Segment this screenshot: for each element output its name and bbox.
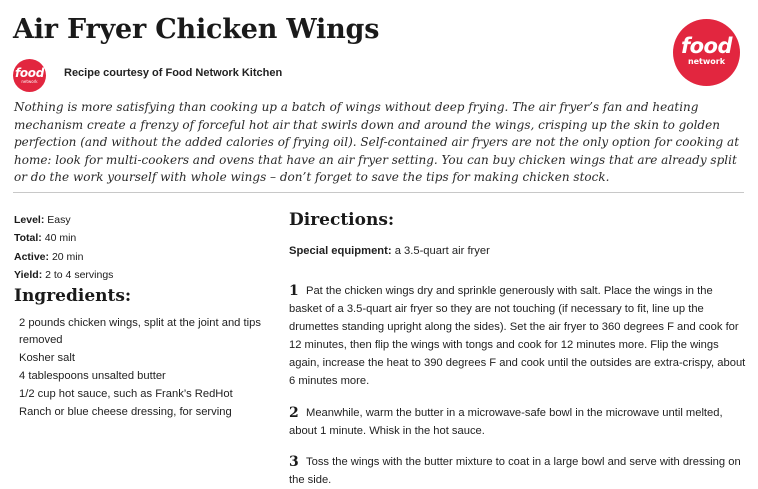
- direction-step: [289, 404, 747, 440]
- logo-small-subword: network: [21, 79, 38, 84]
- step-text: Meanwhile, warm the butter in a microwave-safe bowl in the microwave until melted, about 1 minute. Whisk in the hot sauce.: [289, 406, 723, 437]
- step-number: 2: [289, 404, 299, 421]
- step-number: 1: [289, 283, 299, 299]
- logo-subword: network: [687, 57, 726, 66]
- ingredient-item: Kosher salt: [19, 352, 75, 365]
- equipment-value: a 3.5-quart air fryer: [394, 245, 490, 257]
- recipe-courtesy: Recipe courtesy of Food Network Kitchen: [64, 67, 283, 79]
- fact-level: [14, 211, 113, 229]
- fact-total: [14, 229, 113, 247]
- logo-word: food: [680, 34, 733, 58]
- fact-label: Active:: [14, 250, 50, 263]
- direction-step: [289, 282, 747, 391]
- recipe-intro: Nothing is more satisfying than cooking up a batch of wings without deep frying. The air fryer’s fan and heating mechanism create a frenzy of forceful hot air that swirls down and around the wings, crisping up the skin to golden perfection (and without the added calories of frying oil). Self-contained air fryers are not the only option for cooking at home: look for multi-cookers and ovens that have an air fryer setting. You can buy chicken wings that are already split or do the work yourself with whole wings – don’t forget to save the tips for making chicken stock.: [14, 100, 740, 185]
- fact-label: Level:: [14, 214, 45, 226]
- fact-value: 2 to 4 servings: [45, 268, 114, 281]
- fact-value: Easy: [47, 214, 71, 226]
- food-network-logo[interactable]: [673, 19, 740, 86]
- fact-label: Total:: [14, 232, 42, 245]
- recipe-title: Air Fryer Chicken Wings: [13, 14, 380, 45]
- fact-value: 40 min: [44, 232, 77, 245]
- step-text: Pat the chicken wings dry and sprinkle generously with salt. Place the wings in the basket of a 3.5-quart air fryer so they are not touching (if necessary to fit, line up the drumettes standing upright along the sides). Set the air fryer to 360 degrees F and cook for 12 minutes, then flip the wings with tongs and cook for 12 minutes more. Flip the wings again, increase the heat to 390 degrees F and cook until the outsides are extra-crispy, about 6 minutes more.: [289, 285, 746, 388]
- direction-step: [289, 453, 747, 489]
- step-text: Toss the wings with the butter mixture to coat in a large bowl and serve with dressing on the side.: [289, 455, 741, 486]
- step-number: 3: [289, 453, 299, 470]
- ingredients-heading: Ingredients:: [14, 286, 132, 306]
- directions-heading: Directions:: [289, 210, 395, 230]
- ingredient-item: 2 pounds chicken wings, split at the joint and tips removed: [19, 317, 261, 347]
- recipe-facts: [14, 211, 113, 284]
- ingredient-item: Ranch or blue cheese dressing, for serving: [19, 406, 232, 419]
- ingredient-item: 1/2 cup hot sauce, such as Frank’s RedHot: [19, 388, 233, 401]
- fact-value: 20 min: [51, 250, 84, 263]
- ingredient-item: 4 tablespoons unsalted butter: [19, 370, 166, 383]
- equipment-label: Special equipment:: [289, 245, 392, 257]
- fact-label: Yield:: [14, 268, 43, 281]
- logo-small-word: food: [14, 66, 45, 80]
- ingredients-list: [19, 315, 284, 422]
- food-network-logo-small: [13, 59, 46, 92]
- special-equipment: [289, 245, 490, 257]
- fact-active: [14, 248, 113, 266]
- directions-steps: [289, 282, 747, 489]
- fact-yield: [14, 266, 113, 284]
- divider: [13, 192, 744, 193]
